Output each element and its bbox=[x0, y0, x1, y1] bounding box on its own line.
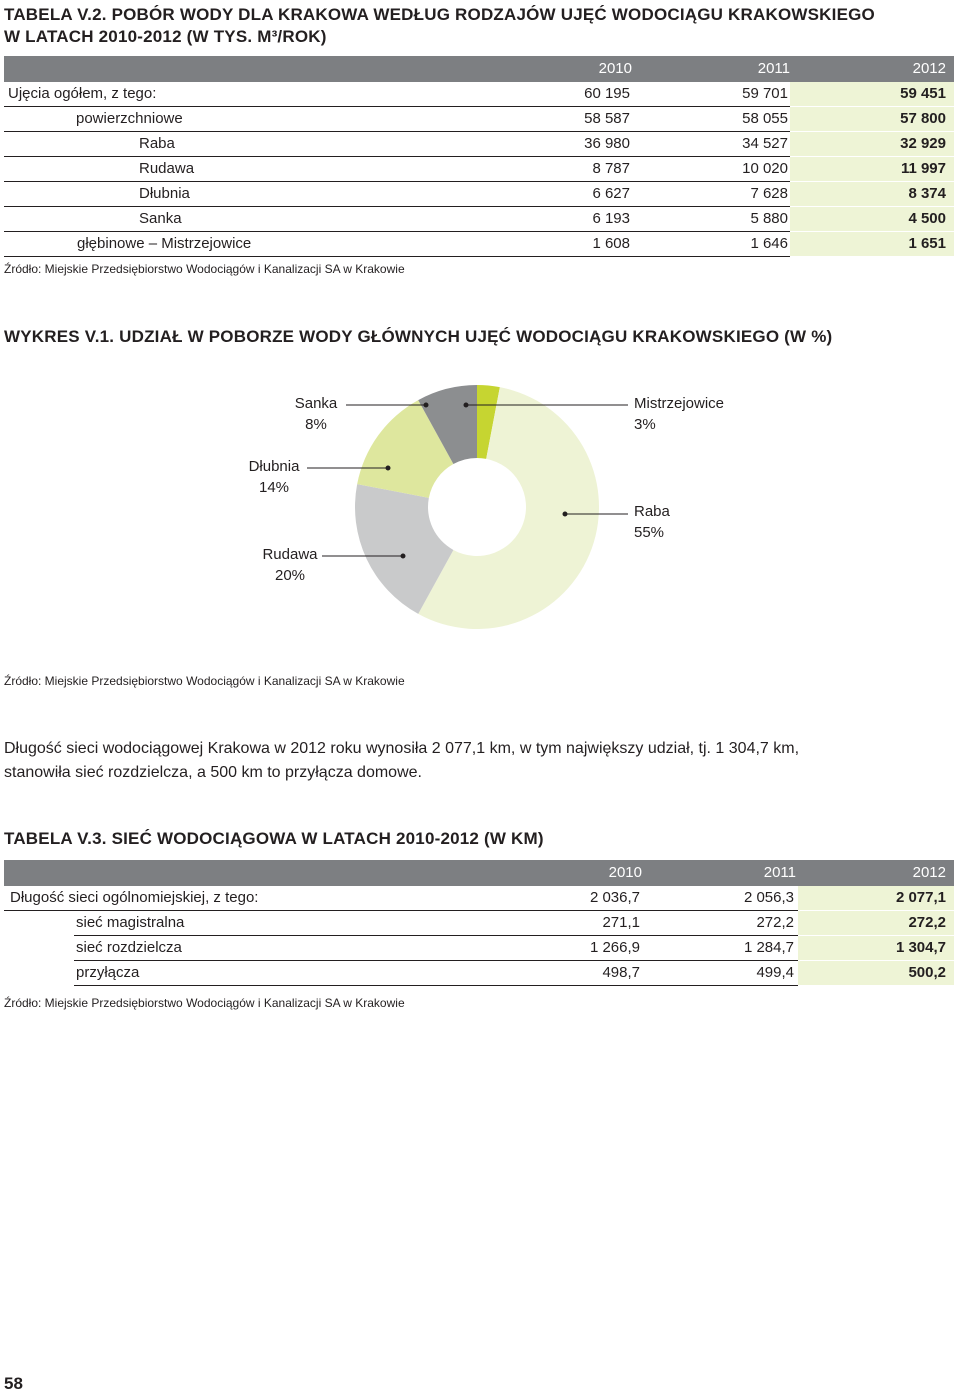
row-label: przyłącza bbox=[76, 964, 140, 981]
label-dlubnia bbox=[240, 458, 308, 496]
cell-2012 bbox=[790, 132, 954, 156]
table1-title-line1: TABELA V.2. POBÓR WODY DLA KRAKOWA WEDŁUG RODZAJÓW UJĘĆ WODOCIĄGU KRAKOWSKIEGO bbox=[4, 5, 875, 24]
cell-2010: 498,7 bbox=[602, 964, 640, 981]
cell-2012-value: 1 304,7 bbox=[895, 939, 946, 956]
label-raba-pct: 55% bbox=[634, 524, 665, 541]
cell-2012-value: 500,2 bbox=[908, 964, 946, 981]
table1 bbox=[4, 56, 954, 257]
table2-year-2012: 2012 bbox=[912, 864, 946, 881]
label-raba bbox=[634, 503, 670, 541]
label-rudawa bbox=[256, 546, 324, 584]
cell-2012 bbox=[798, 886, 954, 910]
table-row bbox=[4, 936, 954, 961]
table2-source: Źródło: Miejskie Przedsiębiorstwo Wodociągów i Kanalizacji SA w Krakowie bbox=[4, 996, 405, 1010]
cell-2012-value: 2 077,1 bbox=[895, 889, 946, 906]
chart-source: Źródło: Miejskie Przedsiębiorstwo Wodociągów i Kanalizacji SA w Krakowie bbox=[4, 674, 405, 688]
cell-2012 bbox=[790, 207, 954, 231]
paragraph-line1: Długość sieci wodociągowej Krakowa w 2012 roku wynosiła 2 077,1 km, w tym największy udział, tj. 1 304,7 km, bbox=[4, 740, 800, 757]
table1-title-line2: W LATACH 2010-2012 (W TYS. M³/ROK) bbox=[4, 27, 327, 46]
leader-dot-sanka bbox=[424, 403, 428, 407]
label-rudawa-pct: 20% bbox=[274, 567, 306, 584]
label-rudawa-name: Rudawa bbox=[262, 546, 318, 563]
page-number: 58 bbox=[4, 1374, 23, 1393]
cell-2010: 36 980 bbox=[584, 135, 630, 152]
cell-2010: 8 787 bbox=[592, 160, 630, 177]
table-row bbox=[4, 182, 954, 207]
leader-dot-dlubnia bbox=[386, 466, 390, 470]
table1-source: Źródło: Miejskie Przedsiębiorstwo Wodociągów i Kanalizacji SA w Krakowie bbox=[4, 262, 405, 276]
cell-2012-value: 8 374 bbox=[908, 185, 946, 202]
table1-year-2011: 2011 bbox=[757, 60, 790, 77]
table2-year-2010: 2010 bbox=[608, 864, 642, 881]
row-label: Rudawa bbox=[139, 160, 195, 177]
cell-2012 bbox=[798, 911, 954, 935]
label-raba-name: Raba bbox=[634, 503, 670, 520]
cell-2011: 1 284,7 bbox=[743, 939, 794, 956]
table2-title: TABELA V.3. SIEĆ WODOCIĄGOWA W LATACH 2010-2012 (W KM) bbox=[4, 829, 544, 848]
label-sanka-name: Sanka bbox=[294, 395, 338, 412]
chart-title: WYKRES V.1. UDZIAŁ W POBORZE WODY GŁÓWNYCH UJĘĆ WODOCIĄGU KRAKOWSKIEGO (W %) bbox=[4, 327, 833, 346]
cell-2012 bbox=[798, 936, 954, 960]
table-row bbox=[4, 132, 954, 157]
cell-2012 bbox=[790, 182, 954, 206]
cell-2011: 272,2 bbox=[756, 914, 794, 931]
cell-2010: 6 193 bbox=[592, 210, 630, 227]
cell-2012-value: 11 997 bbox=[900, 160, 946, 177]
row-label: Ujęcia ogółem, z tego: bbox=[8, 85, 157, 102]
row-label: sieć magistralna bbox=[76, 914, 185, 931]
leader-dot-raba bbox=[563, 512, 567, 516]
cell-2011: 499,4 bbox=[756, 964, 794, 981]
leader-dot-rudawa bbox=[401, 554, 405, 558]
label-dlubnia-name: Dłubnia bbox=[248, 458, 300, 475]
table2 bbox=[4, 860, 954, 986]
donut-chart bbox=[0, 360, 960, 650]
cell-2010: 60 195 bbox=[584, 85, 630, 102]
table-row bbox=[4, 107, 954, 132]
cell-2011: 59 701 bbox=[742, 85, 788, 102]
cell-2012-value: 1 651 bbox=[908, 235, 946, 252]
cell-2010: 1 608 bbox=[592, 235, 630, 252]
table-row bbox=[4, 886, 954, 911]
table1-title bbox=[4, 4, 875, 48]
label-dlubnia-pct: 14% bbox=[258, 479, 290, 496]
cell-2010: 271,1 bbox=[602, 914, 640, 931]
paragraph-line2: stanowiła sieć rozdzielcza, a 500 km to przyłącza domowe. bbox=[4, 764, 422, 781]
cell-2012 bbox=[798, 961, 954, 985]
table1-year-2012: 2012 bbox=[912, 60, 946, 77]
cell-2010: 1 266,9 bbox=[589, 939, 640, 956]
cell-2011: 58 055 bbox=[742, 110, 788, 127]
cell-2012-value: 32 929 bbox=[900, 135, 946, 152]
label-mistrzejowice bbox=[634, 395, 724, 433]
cell-2011: 7 628 bbox=[750, 185, 788, 202]
table1-header bbox=[4, 56, 954, 82]
cell-2010: 58 587 bbox=[584, 110, 630, 127]
cell-2012-value: 4 500 bbox=[908, 210, 946, 227]
cell-2011: 1 646 bbox=[750, 235, 788, 252]
table-row bbox=[4, 232, 954, 257]
table1-year-2010: 2010 bbox=[598, 60, 632, 77]
row-label: Dłubnia bbox=[139, 185, 190, 202]
row-label: powierzchniowe bbox=[76, 110, 183, 127]
cell-2010: 6 627 bbox=[592, 185, 630, 202]
cell-2012 bbox=[790, 107, 954, 131]
cell-2012-value: 272,2 bbox=[908, 914, 946, 931]
table-row bbox=[4, 961, 954, 986]
table-row bbox=[4, 911, 954, 936]
cell-2010: 2 036,7 bbox=[589, 889, 640, 906]
row-label: sieć rozdzielcza bbox=[76, 939, 182, 956]
row-divider bbox=[4, 256, 790, 257]
label-mistrzejowice-pct: 3% bbox=[634, 416, 656, 433]
cell-2012 bbox=[790, 232, 954, 256]
row-label: Długość sieci ogólnomiejskiej, z tego: bbox=[10, 889, 259, 906]
body-paragraph bbox=[4, 737, 799, 785]
cell-2011: 10 020 bbox=[742, 160, 788, 177]
cell-2012-value: 57 800 bbox=[900, 110, 946, 127]
label-sanka bbox=[288, 395, 344, 433]
row-label: głębinowe – Mistrzejowice bbox=[77, 235, 252, 252]
table-row bbox=[4, 82, 954, 107]
label-mistrzejowice-name: Mistrzejowice bbox=[634, 395, 725, 412]
label-sanka-pct: 8% bbox=[305, 416, 327, 433]
cell-2012 bbox=[790, 157, 954, 181]
cell-2011: 34 527 bbox=[742, 135, 788, 152]
table-row bbox=[4, 157, 954, 182]
row-divider bbox=[74, 985, 798, 986]
cell-2012 bbox=[790, 82, 954, 106]
row-label: Raba bbox=[139, 135, 175, 152]
row-label: Sanka bbox=[139, 210, 182, 227]
table2-header bbox=[4, 860, 954, 886]
cell-2011: 5 880 bbox=[750, 210, 788, 227]
cell-2011: 2 056,3 bbox=[743, 889, 794, 906]
table-row bbox=[4, 207, 954, 232]
cell-2012-value: 59 451 bbox=[900, 85, 946, 102]
leader-dot-mistrzejowice bbox=[464, 403, 468, 407]
table2-year-2011: 2011 bbox=[763, 864, 796, 881]
